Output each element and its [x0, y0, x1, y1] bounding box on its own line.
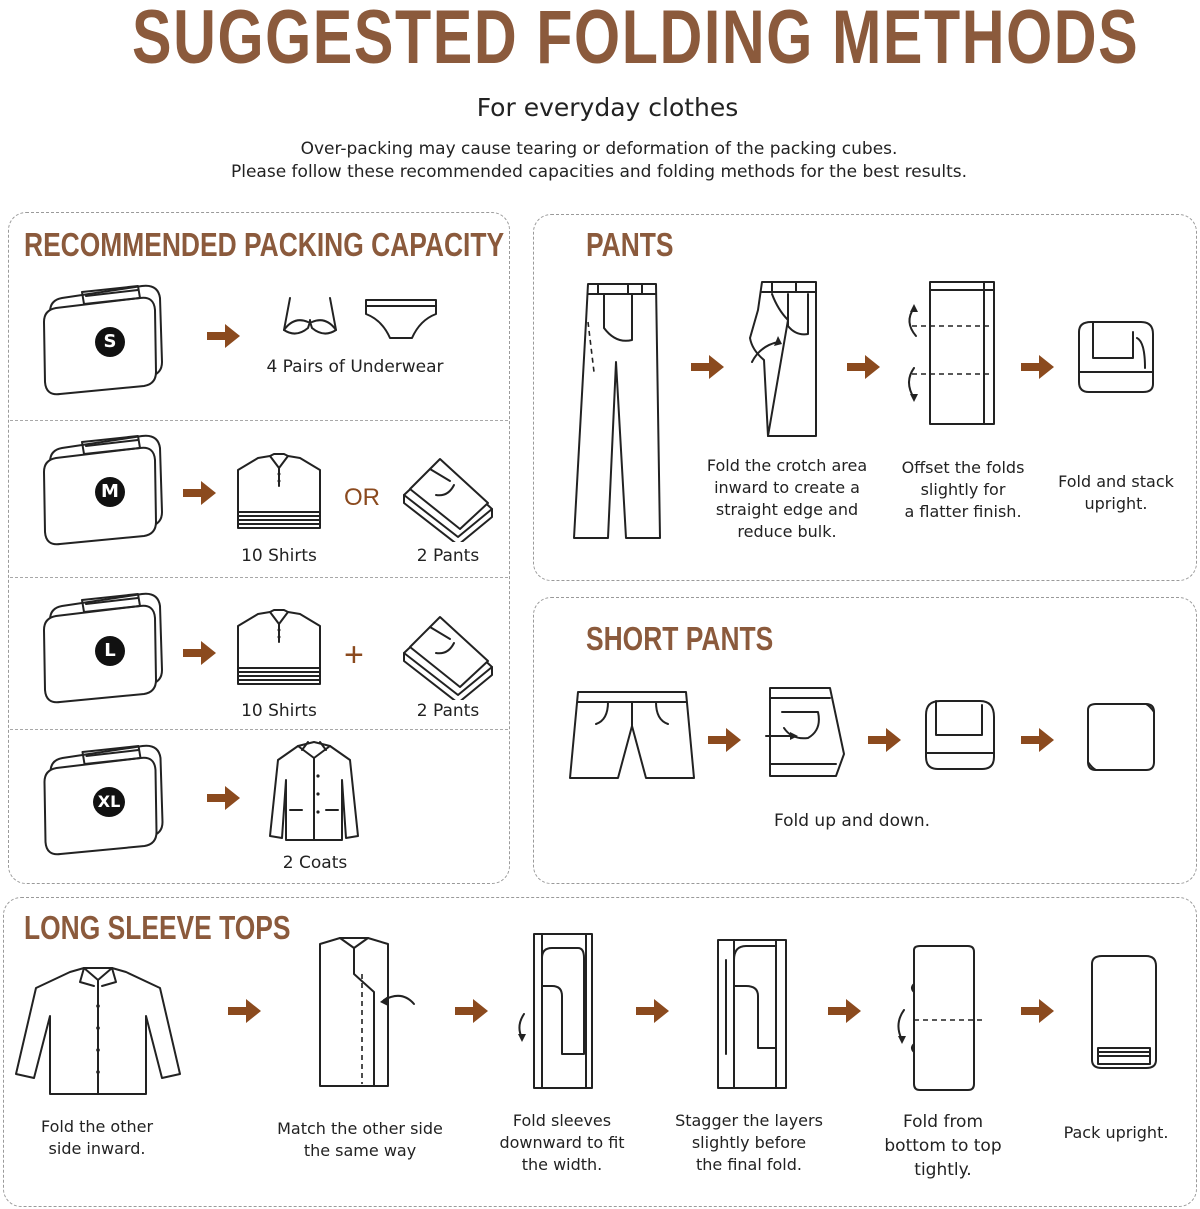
long-sleeve-step-3: Fold sleeves downward to fit the width. [499, 1111, 625, 1174]
arrow-right-icon [1021, 998, 1055, 1024]
arrow-right-icon [708, 727, 742, 753]
page-subtitle: For everyday clothes [476, 93, 739, 122]
pants-fold-step-icon [748, 280, 820, 440]
shirt-stack-icon [234, 608, 324, 688]
coat-icon [268, 740, 360, 844]
pants-title: PANTS [586, 226, 674, 263]
pants-step-1: Fold the crotch area inward to create a straight edge and reduce bulk. [706, 456, 868, 541]
shorts-final-icon [1082, 700, 1158, 776]
capacity-item: 10 Shirts [241, 546, 317, 566]
arrow-right-icon [636, 998, 670, 1024]
arrow-right-icon [455, 998, 489, 1024]
pants-step-3: Fold and stack upright. [1058, 472, 1174, 513]
size-badge-xl: XL [93, 787, 125, 817]
or-label: OR [344, 484, 380, 511]
arrow-right-icon [228, 998, 262, 1024]
pants-icon [572, 282, 664, 544]
long-sleeve-step-1: Fold the other side inward. [40, 1117, 154, 1158]
long-sleeve-step-2: Match the other side the same way [277, 1119, 443, 1160]
size-badge-s: S [95, 327, 125, 357]
pants-stack-icon [1075, 318, 1157, 396]
arrow-right-icon [828, 998, 862, 1024]
capacity-item: 10 Shirts [241, 701, 317, 721]
long-sleeve-step-4: Stagger the layers slightly before the final fold. [675, 1111, 823, 1174]
arrow-right-icon [207, 785, 241, 811]
capacity-item: 2 Pants [416, 701, 480, 721]
shirt-fold-step-2-icon [512, 930, 596, 1092]
capacity-title: RECOMMENDED PACKING CAPACITY [24, 226, 505, 263]
shirt-icon [14, 966, 182, 1098]
pants-offset-step-icon [902, 280, 998, 430]
long-sleeve-step-6: Pack upright. [1063, 1123, 1169, 1142]
shirt-final-icon [1088, 952, 1160, 1072]
size-badge-m: M [95, 477, 125, 507]
arrow-right-icon [183, 640, 217, 666]
bra-icon [280, 296, 340, 340]
shirt-fold-step-4-icon [886, 944, 986, 1094]
shirt-fold-step-1-icon [318, 934, 418, 1092]
arrow-right-icon [207, 323, 241, 349]
row-divider [10, 577, 508, 578]
short-pants-title: SHORT PANTS [586, 620, 774, 657]
shorts-roll-step-icon [922, 695, 1000, 775]
arrow-right-icon [1021, 727, 1055, 753]
capacity-item: 4 Pairs of Underwear [266, 357, 444, 377]
capacity-item: 2 Pants [416, 546, 480, 566]
pants-step-2: Offset the folds slightly for a flatter finish. [901, 458, 1025, 521]
note-line-1: Over-packing may cause tearing or deformation of the packing cubes. [300, 139, 898, 159]
shorts-icon [568, 690, 696, 790]
size-badge-l: L [95, 636, 125, 666]
long-sleeve-title: LONG SLEEVE TOPS [24, 909, 291, 946]
long-sleeve-step-5: Fold from bottom to top tightly. [884, 1112, 1002, 1180]
folded-pants-icon [400, 610, 496, 700]
shorts-fold-step-icon [764, 684, 848, 784]
arrow-right-icon [183, 480, 217, 506]
short-pants-caption: Fold up and down. [773, 811, 931, 831]
arrow-right-icon [868, 727, 902, 753]
row-divider [10, 420, 508, 421]
arrow-right-icon [847, 354, 881, 380]
underwear-icon [364, 298, 438, 346]
note-line-2: Please follow these recommended capacities and folding methods for the best results. [230, 162, 967, 182]
folded-pants-icon [400, 452, 496, 542]
shirt-fold-step-3-icon [714, 934, 790, 1092]
shirt-stack-icon [234, 452, 324, 532]
row-divider [10, 729, 508, 730]
arrow-right-icon [691, 354, 725, 380]
capacity-item: 2 Coats [282, 853, 348, 873]
plus-label: + [344, 636, 364, 674]
page-title: SUGGESTED FOLDING METHODS [132, 0, 1140, 80]
arrow-right-icon [1021, 354, 1055, 380]
